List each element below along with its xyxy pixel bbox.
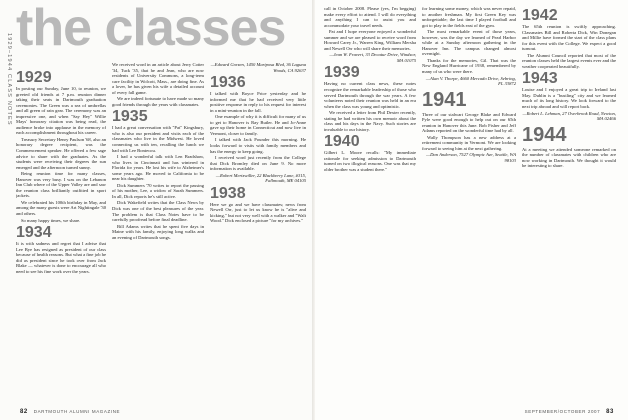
column-6 (522, 6, 616, 408)
class-secretary-signature: —Robert L. Lehman, 27 Overbrook Road, Newton, MA 02466 (522, 110, 616, 122)
class-year-heading: 1939 (324, 64, 360, 82)
class-note-paragraph: Treasury Secretary Henry Paulson '68, also an honorary degree recipient, was the Commencement speaker. He offered a few sage advice to share with the graduates. As the students were receiving their degrees the sun emerged and the afternoon turned sunny. (16, 136, 106, 170)
section-masthead: the classes (16, 0, 286, 57)
class-note-paragraph: So many happy times, we share. (21, 217, 81, 223)
class-note-paragraph: Thanks for the memories, Gil. That was the New England Hurricane of 1938, remembered by many of us who were there. (422, 57, 516, 75)
class-note-paragraph: Gilbert L. Moore recalls: "My immediate rationale for seeking admission to Dartmouth turned on two illogical reasons. One was that my older brother was a student there." (324, 150, 416, 173)
class-note-paragraph: The most remarkable event of those years, however, was the day we learned of Pearl Harbor while at a Sunday afternoon gathering in the Hanover Inn. The campus changed almost overnight. (422, 29, 516, 57)
side-label (3, 30, 13, 180)
class-year-heading: 1934 (16, 224, 52, 242)
side-label-text: 1929–1944 CLASS NOTES (6, 33, 12, 126)
column-4 (324, 6, 416, 408)
class-year-heading: 1936 (210, 74, 246, 92)
class-note-paragraph: We celebrated his 100th birthday in May, and among the many guests were Art Nightingale '30 and others. (16, 199, 106, 217)
class-year-heading: 1940 (324, 133, 360, 151)
class-note-paragraph: I received word just recently from the College that Dick Bromley died on June 9. No more information is available. (210, 155, 306, 172)
class-note-paragraph: Wally Thompson has a new address at a retirement community in Vermont. We are looking forward to seeing him at the next gathering. (422, 134, 516, 151)
class-year-heading: 1942 (522, 7, 558, 24)
class-note-paragraph: Here we go and we have classmates; news from Newell Orr, just to let us know he is "alive and kicking," but not very well with a walker and "Walt Wood." Dick enclosed a picture "for my archives." (210, 201, 306, 224)
class-year-heading: 1941 (422, 88, 467, 111)
column-5 (422, 6, 516, 408)
class-note-paragraph: It is with sadness and regret that I advise that Lee Bye has resigned as president of our class because of health reasons. But what a fine job he did as president since he took over from Jack Blake — whatever is done to encourage all who need to see his fine work over the years. (16, 241, 106, 274)
issue-date: SEPTEMBER/OCTOBER 2007 (524, 409, 601, 414)
page-number: 82 (20, 409, 28, 415)
magazine-name: DARTMOUTH ALUMNI MAGAZINE (33, 409, 121, 414)
column-3 (210, 62, 306, 408)
class-note-paragraph: We received word in an article about Jerry Cotter '34, Tuck '35, that he and Jean, who are now residents of University Commons, a long-term care facility in Wolcott, Mass., are doing fine. As a lover, he has given his wife a detailed account of every fall game. (112, 62, 204, 95)
class-note-paragraph: In posting our Sunday, June 10, to reunion, we greeted old friends at 7 p.m. reunion dinner taking their seats in Dartmouth graduation ceremonies. The Green was a sea of umbrellas and all green of rain gear. The ceremony was an impressive one, and when "Say Hey" Willie Mays' honorary citation was being read, the audience broke into applause in the memory of each accomplishment throughout his career. (16, 86, 106, 136)
class-note-paragraph: Bill Adams writes that he spent five days in Maine with his family, enjoying long walks and an evening of Dartmouth songs. (112, 223, 204, 240)
class-note-paragraph: I talked with Boyce Price yesterday and he informed me that he had received very little positive response in reply to his request for interest in a mini-reunion in the fall. (210, 91, 306, 113)
class-note-paragraph: Louise and I enjoyed a great trip to Ireland last May. Dublin is a "bustling" city and we learned much of its long history. We look forward to the next trip abroad and will report back. (522, 87, 616, 110)
class-note-paragraph: One example of why it is difficult for many of us to get to Hanover is Ray Butler. He and Jo-Anne gave up their home in Connecticut and now live in Vermont, closer to family. (210, 114, 306, 136)
page-gutter (312, 0, 315, 420)
class-year-heading: 1944 (522, 123, 567, 146)
class-secretary-signature: —Edward Gorzen, 1450 Mariposa Blvd, 36 Laguna Woods, CA 92637 (210, 62, 306, 73)
class-year-heading: 1929 (16, 69, 52, 86)
class-note-paragraph: I had a wonderful talk with Len Bradshaw, who lives in Cincinnati and has wintered in Florida for years. He lost his wife to Alzheimer's some years ago. He moved to California to be near his daughter. (112, 154, 204, 182)
class-year-heading: 1935 (112, 108, 148, 126)
class-secretary-signature: —Jean W. Fravert, 33 Decatur Drive, Windsor, MA 01075 (329, 52, 416, 63)
class-note-paragraph: for learning some money, which was never repaid, to another freshman. My first Green Key was unforgettable; the last time I played football and got to play in the fields east of the gym. (422, 6, 516, 28)
column-2 (112, 62, 204, 408)
class-note-paragraph: We received a letter from Phil Dexter recently, stating he had written his own memoir about the class and his days in the Navy. Such stories are invaluable to our history. (324, 110, 416, 132)
class-note-paragraph: Three of our stalwart George Blake and Edward Pyle were good enough to help out on our 65th reunion in Hanover this June. Bob Fisher and Jeff Adams reported on the wonderful time had by all. (422, 111, 516, 134)
class-note-paragraph: The 65th reunion is swiftly approaching. Classmates Bill and Roberta Dick, Win Donegan and Millie have formed the start of the class plans for this event with the College. We expect a good turnout. (522, 24, 616, 52)
class-note-paragraph: We are indeed fortunate to have made so many good friends through the years with classmates. (112, 96, 204, 107)
right-page-footer (525, 409, 618, 415)
class-secretary-signature: —Alan V. Thorpe, 4660 Mercado Drive, Sebring, FL 33872 (425, 75, 516, 87)
class-note-paragraph: I had a great conversation with "Pat" Kingsbury, who is also our president and visits each of the classmates who live in the Midwest. He loved connecting us with ten, recalling the lunch we had with Lee Bontecou. (112, 125, 204, 153)
class-note-paragraph: call in October 2008. Please (yes, I'm begging) make every effort to attend. I will do everything and anything I can to assist you and accommodate your travel needs. (324, 6, 416, 28)
class-secretary-signature: —Dan Anderson, 7527 Olympic Ave, Seattle, WA 98103 (426, 152, 516, 164)
class-note-paragraph: Dick Summers '70 writes to report the passing of his mother, Lee, a widow of Sarah Summers. In all, Dick reports he's still active. (112, 182, 204, 199)
column-1 (16, 68, 106, 408)
class-note-paragraph: The Alumni Council reported that most of the reunion classes held the largest events ever and the weather cooperated beautifully. (522, 52, 616, 69)
class-year-heading: 1943 (522, 70, 558, 88)
class-secretary-signature: —Robert Mertzwiller, 22 Blackberry Lane, #315, Fallmouth, ME 04105 (215, 172, 306, 184)
class-note-paragraph: At a meeting we attended someone remarked on the number of classmates with children who are now working in Dartmouth. We thought it would be interesting to share. (522, 146, 616, 169)
page-number: 83 (606, 409, 614, 415)
class-note-paragraph: Dick Wakefield writes that the Class News by Dick was one of the best pleasures of the year. The problem is that Class Notes have to be carefully proofread before final deadline. (112, 200, 204, 223)
class-year-heading: 1938 (210, 184, 246, 202)
class-note-paragraph: I talked with Jack Pounder this morning. He looks forward to visits with family members and has the energy to keep going. (210, 137, 306, 154)
class-note-paragraph: Pat and I hope everyone enjoyed a wonderful summer and we are pleased to receive word from Howard Carey Jr., Warren King, William Mersha and Newell Orr who will share their memories. (324, 29, 416, 51)
class-note-paragraph: Being reunion time for many classes, Hanover was very busy. I was on the Lebanon Inn Club where of the Upper Valley are and saw the reunion class brilliantly outfitted in sport jackets. (16, 171, 106, 199)
left-page-footer (16, 409, 120, 415)
class-note-paragraph: Having no current class news, these notes recognize the remarkable leadership of those who served Dartmouth through the war years. A few volunteers noted their reunion was held in an era when the class was young and optimistic. (324, 81, 416, 109)
